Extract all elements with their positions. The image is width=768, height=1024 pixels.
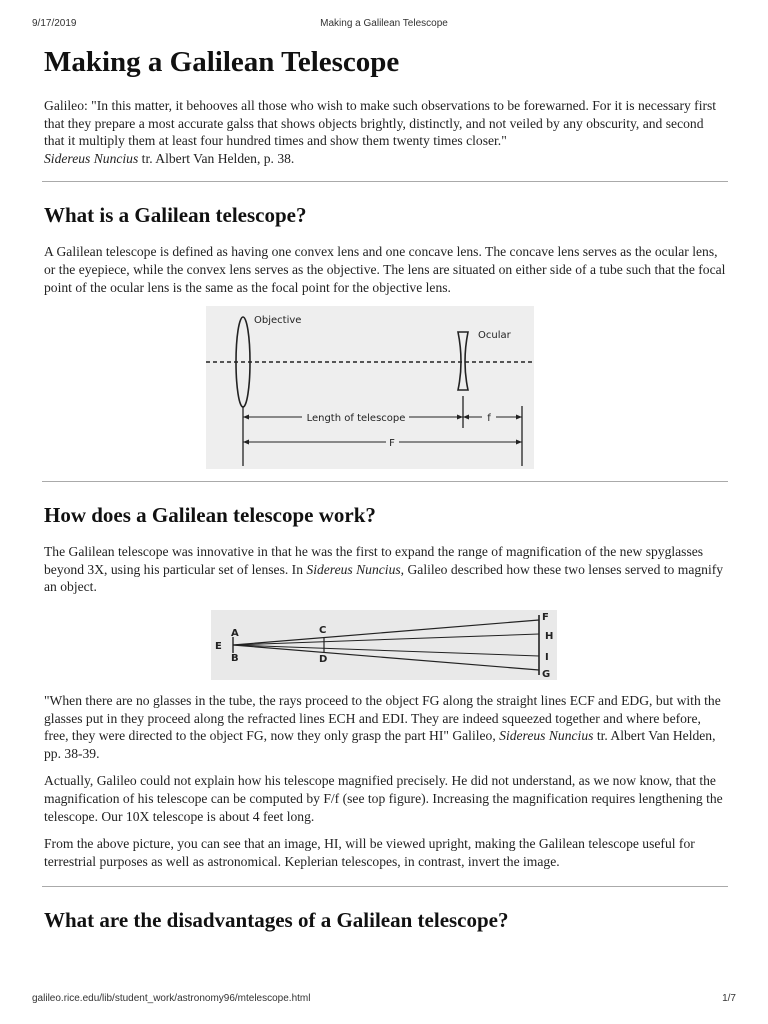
point-A: A [231, 627, 239, 639]
print-date: 9/17/2019 [32, 18, 77, 29]
length-label: Length of telescope [306, 413, 406, 425]
text-span: , Galileo described how these two lenses served to magnify an object. [44, 561, 724, 595]
print-title: Making a Galilean Telescope [320, 18, 448, 29]
galileo-quote [44, 692, 726, 762]
point-H: H [545, 630, 554, 642]
section-heading-how-works: How does a Galilean telescope work? [44, 503, 376, 528]
objective-label: Objective [254, 315, 302, 327]
text-span: "When there are no glasses in the tube, the rays proceed to the object FG along the straight lines ECF and EDG, but with the glasses put in they proceed along the refracted lines ECH and EDI. They are indeed squeezed together and where before, free, they were directed to the object FG, now they only grasp the part HI" Galileo, [44, 692, 721, 744]
divider [42, 181, 728, 182]
ocular-label: Ocular [478, 330, 511, 342]
page-url: galileo.rice.edu/lib/student_work/astronomy96/mtelescope.html [32, 993, 311, 1004]
text-span: tr. Albert Van Helden, pp. 38-39. [44, 728, 716, 761]
point-B: B [231, 652, 239, 664]
point-G: G [542, 668, 551, 680]
section-heading-what-is: What is a Galilean telescope? [44, 203, 307, 228]
print-header [32, 18, 736, 32]
ray-diagram [211, 610, 557, 680]
document-content [44, 44, 726, 948]
section-heading-disadvantages: What are the disadvantages of a Galilean telescope? [44, 908, 509, 933]
divider [42, 886, 728, 887]
ocular-lens [458, 332, 468, 390]
telescope-diagram [206, 306, 534, 469]
focal-F-label: F [389, 438, 395, 450]
book-title: Sidereus Nuncius [306, 561, 401, 577]
section2-paragraph-3: Actually, Galileo could not explain how his telescope magnified precisely. He did not understand, as we now know, that the magnification of his telescope can be computed by F/f (see top figure). Increasing the magnification requires lengthening the telescope. Our 10X telescope is about 4 feet long. [44, 773, 723, 824]
section2-paragraph-1 [44, 543, 726, 596]
intro-paragraph [44, 97, 726, 167]
point-I: I [545, 651, 549, 663]
point-E: E [215, 640, 222, 652]
divider [42, 481, 728, 482]
text-span: The Galilean telescope was innovative in that he was the first to expand the range of magnification of the new spyglasses beyond 3X, using his particular set of lenses. In [44, 544, 704, 577]
focal-f-label: f [487, 413, 491, 425]
intro-citation: tr. Albert Van Helden, p. 38. [138, 150, 295, 166]
intro-quote: Galileo: "In this matter, it behooves all those who wish to make such observations to be forewarned. For it is necessary first that they prepare a most accurate galss that shows objects brightly, distinctly, and not veiled by any obscurity, and second that it multiply them at least four hundred times and show them twenty times closer." [44, 98, 717, 149]
print-footer [32, 993, 736, 1007]
page-number: 1/7 [722, 993, 736, 1004]
point-D: D [319, 653, 328, 665]
point-F: F [542, 611, 549, 623]
page-title: Making a Galilean Telescope [44, 46, 400, 78]
section1-paragraph: A Galilean telescope is defined as having one convex lens and one concave lens. The concave lens serves as the ocular lens, or the eyepiece, while the convex lens serves as the objective. The lens are situated on either side of a tube such that the focal point of the ocular lens is the same as the focal point for the objective lens. [44, 244, 726, 295]
section2-paragraph-4: From the above picture, you can see that an image, HI, will be viewed upright, making the Galilean telescope useful for terrestrial purposes as well as astronomical. Keplerian telescopes, in contrast, invert the image. [44, 836, 695, 869]
book-title: Sidereus Nuncius [499, 728, 594, 744]
intro-book-title: Sidereus Nuncius [44, 150, 139, 166]
point-C: C [319, 624, 327, 636]
